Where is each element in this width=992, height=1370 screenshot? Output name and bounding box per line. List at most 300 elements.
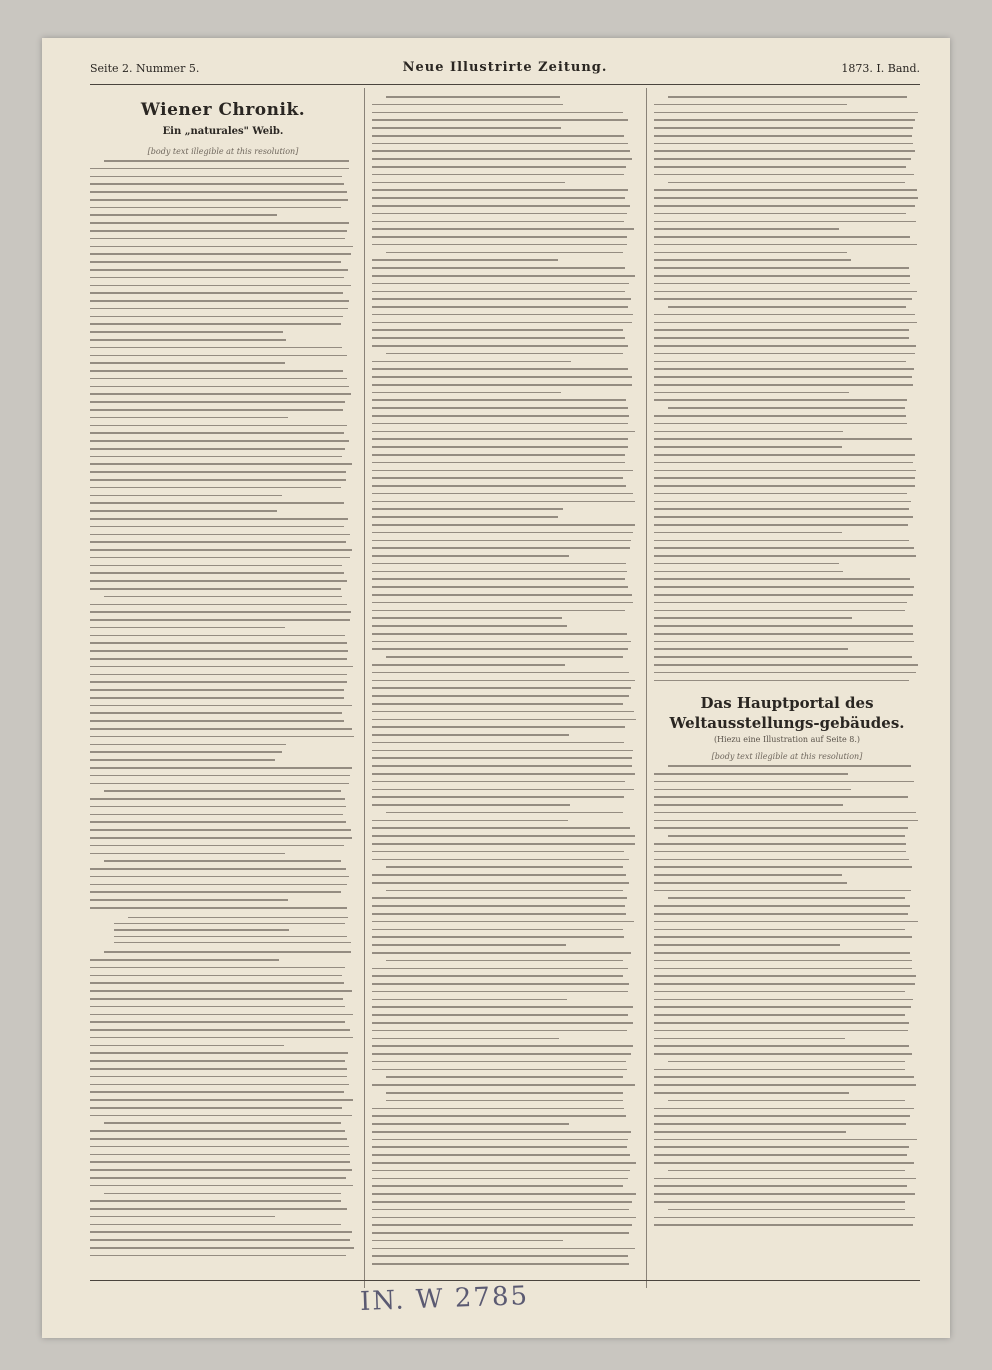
text-line bbox=[654, 851, 906, 853]
text-line bbox=[372, 563, 626, 565]
text-line bbox=[654, 1076, 914, 1078]
text-line bbox=[654, 221, 916, 223]
volume-label: 1873. I. Band. bbox=[841, 62, 920, 75]
text-line bbox=[654, 1201, 905, 1203]
article-subtitle: Ein „naturales" Weib. bbox=[162, 126, 284, 137]
text-line bbox=[90, 1060, 345, 1062]
text-line bbox=[668, 765, 911, 767]
text-line bbox=[90, 1006, 345, 1008]
text-line bbox=[654, 1092, 849, 1094]
text-line bbox=[114, 942, 351, 943]
text-line bbox=[372, 213, 627, 215]
newspaper-page bbox=[42, 38, 950, 1338]
text-line bbox=[372, 407, 628, 409]
text-line bbox=[90, 907, 347, 909]
text-line bbox=[90, 814, 343, 816]
text-line bbox=[654, 905, 910, 907]
text-line bbox=[654, 664, 918, 666]
text-line bbox=[654, 1108, 914, 1110]
text-line bbox=[654, 1115, 910, 1117]
text-line bbox=[668, 835, 905, 837]
text-line bbox=[372, 532, 633, 534]
text-line bbox=[372, 493, 633, 495]
text-line bbox=[668, 1100, 905, 1102]
text-line bbox=[90, 720, 344, 722]
text-line bbox=[654, 259, 851, 261]
page-header bbox=[90, 58, 920, 78]
text-line bbox=[90, 308, 348, 310]
text-line bbox=[654, 633, 913, 635]
illegible-note: [body text illegible at this resolution] bbox=[711, 752, 863, 762]
text-line bbox=[90, 1247, 354, 1249]
text-line bbox=[654, 205, 915, 207]
text-line bbox=[372, 913, 626, 915]
text-line bbox=[372, 236, 627, 238]
text-line bbox=[654, 158, 911, 160]
text-line bbox=[654, 773, 848, 775]
text-line bbox=[90, 1021, 345, 1023]
text-line bbox=[90, 191, 347, 193]
text-line bbox=[372, 1263, 629, 1265]
text-line bbox=[372, 781, 625, 783]
poem-block bbox=[114, 917, 356, 944]
text-line bbox=[90, 285, 351, 287]
text-line bbox=[668, 1170, 905, 1172]
text-line bbox=[372, 820, 568, 822]
text-line bbox=[654, 968, 912, 970]
text-line bbox=[654, 1131, 846, 1133]
text-line bbox=[372, 1108, 624, 1110]
text-line bbox=[654, 298, 912, 300]
text-line bbox=[90, 681, 347, 683]
text-line bbox=[654, 555, 916, 557]
text-line bbox=[372, 594, 632, 596]
text-line bbox=[654, 1038, 845, 1040]
text-line bbox=[372, 936, 624, 938]
text-line bbox=[90, 440, 349, 442]
text-line bbox=[90, 214, 277, 216]
text-line bbox=[654, 594, 913, 596]
text-line bbox=[90, 292, 343, 294]
text-line bbox=[372, 703, 623, 705]
text-line bbox=[372, 1084, 635, 1086]
text-line bbox=[372, 742, 624, 744]
text-line bbox=[654, 991, 905, 993]
text-line bbox=[372, 392, 561, 394]
text-line bbox=[90, 378, 347, 380]
text-line bbox=[654, 1069, 905, 1071]
text-line bbox=[654, 1154, 907, 1156]
text-line bbox=[654, 1014, 905, 1016]
text-line bbox=[668, 182, 905, 184]
text-line bbox=[654, 1123, 906, 1125]
text-line bbox=[90, 650, 348, 652]
text-line bbox=[90, 269, 348, 271]
text-line bbox=[654, 843, 906, 845]
text-line bbox=[654, 112, 918, 114]
text-line bbox=[654, 586, 914, 588]
text-line bbox=[90, 339, 286, 341]
text-line bbox=[90, 998, 343, 1000]
text-line bbox=[90, 176, 342, 178]
text-line bbox=[372, 221, 624, 223]
text-line bbox=[90, 207, 341, 209]
text-line bbox=[90, 876, 349, 878]
text-line bbox=[372, 882, 629, 884]
text-line bbox=[372, 415, 629, 417]
text-line bbox=[654, 866, 912, 868]
text-line bbox=[372, 874, 626, 876]
text-line bbox=[90, 300, 349, 302]
text-line bbox=[654, 578, 910, 580]
text-line bbox=[90, 393, 351, 395]
text-line bbox=[90, 1130, 345, 1132]
text-line bbox=[90, 1138, 347, 1140]
text-line bbox=[372, 968, 628, 970]
column-divider bbox=[364, 88, 365, 1288]
text-line bbox=[90, 619, 350, 621]
text-line bbox=[386, 1076, 623, 1078]
text-line bbox=[372, 695, 629, 697]
text-line bbox=[372, 291, 625, 293]
text-line bbox=[90, 1177, 346, 1179]
text-line bbox=[372, 166, 626, 168]
text-line bbox=[90, 1052, 348, 1054]
text-line bbox=[90, 370, 343, 372]
text-line bbox=[372, 1240, 563, 1242]
text-line bbox=[654, 827, 908, 829]
text-line bbox=[654, 166, 906, 168]
text-line bbox=[90, 1169, 352, 1171]
text-line bbox=[372, 150, 630, 152]
text-line bbox=[90, 323, 341, 325]
text-line bbox=[386, 960, 623, 962]
text-line bbox=[372, 322, 632, 324]
text-line bbox=[372, 1006, 633, 1008]
text-line bbox=[90, 712, 342, 714]
text-line bbox=[90, 479, 346, 481]
article-body bbox=[654, 96, 920, 681]
text-line bbox=[90, 666, 353, 668]
text-line bbox=[654, 1022, 909, 1024]
text-line bbox=[114, 923, 345, 924]
text-line bbox=[104, 1193, 341, 1195]
text-line bbox=[654, 1053, 912, 1055]
text-line bbox=[90, 347, 342, 349]
text-line bbox=[372, 602, 633, 604]
text-line bbox=[372, 470, 633, 472]
text-line bbox=[372, 555, 569, 557]
text-line bbox=[654, 345, 916, 347]
text-line bbox=[654, 602, 907, 604]
text-line bbox=[654, 820, 918, 822]
text-line bbox=[386, 96, 560, 98]
text-line bbox=[654, 812, 916, 814]
text-line bbox=[90, 821, 346, 823]
text-line bbox=[372, 477, 623, 479]
text-line bbox=[90, 853, 285, 855]
text-line bbox=[654, 929, 905, 931]
text-line bbox=[114, 929, 289, 930]
article-title: Das Hauptportal des Weltausstellungs-gebäudes. bbox=[669, 694, 905, 733]
text-line bbox=[372, 641, 631, 643]
text-line bbox=[654, 1185, 907, 1187]
text-line bbox=[372, 711, 634, 713]
text-line bbox=[654, 508, 909, 510]
text-line bbox=[90, 736, 354, 738]
text-line bbox=[90, 1185, 353, 1187]
text-line bbox=[654, 1139, 917, 1141]
text-line bbox=[372, 244, 627, 246]
text-line bbox=[90, 1224, 341, 1226]
text-line bbox=[372, 991, 628, 993]
text-line bbox=[372, 454, 625, 456]
text-line bbox=[654, 540, 909, 542]
text-line bbox=[654, 135, 912, 137]
text-line bbox=[372, 143, 628, 145]
text-line bbox=[90, 975, 342, 977]
text-line bbox=[372, 1217, 636, 1219]
text-line bbox=[90, 246, 353, 248]
text-line bbox=[90, 487, 341, 489]
text-line bbox=[654, 859, 909, 861]
text-line bbox=[654, 1193, 915, 1195]
text-line bbox=[372, 361, 571, 363]
text-line bbox=[654, 804, 843, 806]
text-line bbox=[654, 1178, 916, 1180]
text-line bbox=[654, 174, 914, 176]
text-line bbox=[654, 361, 906, 363]
text-line bbox=[372, 182, 565, 184]
text-line bbox=[372, 1061, 626, 1063]
text-line bbox=[372, 283, 629, 285]
text-line bbox=[372, 259, 558, 261]
text-line bbox=[654, 236, 910, 238]
text-line bbox=[668, 407, 905, 409]
text-line bbox=[372, 610, 625, 612]
text-line bbox=[654, 571, 843, 573]
text-line bbox=[372, 1178, 628, 1180]
text-line bbox=[654, 936, 912, 938]
text-line bbox=[372, 135, 624, 137]
text-line bbox=[90, 1115, 352, 1117]
text-line bbox=[372, 384, 632, 386]
text-line bbox=[386, 812, 623, 814]
text-line bbox=[90, 456, 342, 458]
article-body bbox=[372, 96, 638, 1265]
header-rule bbox=[90, 84, 920, 85]
text-line bbox=[654, 999, 913, 1001]
text-line bbox=[372, 625, 567, 627]
text-line bbox=[654, 1006, 911, 1008]
text-line bbox=[372, 921, 634, 923]
text-line bbox=[386, 656, 623, 658]
text-line bbox=[386, 890, 623, 892]
text-line bbox=[372, 275, 635, 277]
text-line bbox=[372, 719, 636, 721]
text-line bbox=[654, 423, 907, 425]
text-line bbox=[372, 1131, 631, 1133]
text-line bbox=[90, 1154, 350, 1156]
text-line bbox=[654, 329, 909, 331]
text-line bbox=[90, 495, 282, 497]
text-line bbox=[668, 96, 907, 98]
text-line bbox=[386, 866, 623, 868]
text-line bbox=[372, 617, 562, 619]
text-line bbox=[90, 409, 343, 411]
text-line bbox=[654, 532, 842, 534]
text-line bbox=[90, 1216, 275, 1218]
text-line bbox=[90, 1045, 284, 1047]
text-line bbox=[90, 798, 345, 800]
text-line bbox=[372, 905, 625, 907]
text-line bbox=[372, 127, 561, 129]
text-line bbox=[654, 314, 915, 316]
text-line bbox=[654, 796, 908, 798]
text-line bbox=[654, 399, 907, 401]
text-line bbox=[372, 119, 628, 121]
text-line bbox=[372, 547, 630, 549]
text-line bbox=[654, 322, 917, 324]
text-line bbox=[90, 635, 345, 637]
text-line bbox=[90, 767, 352, 769]
text-line bbox=[372, 524, 635, 526]
text-line bbox=[372, 999, 567, 1001]
handwritten-inventory-number: IN. W 2785 bbox=[359, 1281, 530, 1317]
text-line bbox=[372, 329, 623, 331]
text-line bbox=[654, 337, 909, 339]
text-line bbox=[104, 1122, 341, 1124]
text-line bbox=[90, 417, 288, 419]
text-line bbox=[90, 448, 345, 450]
text-line bbox=[654, 446, 842, 448]
text-line bbox=[372, 431, 635, 433]
text-line bbox=[372, 1248, 635, 1250]
text-line bbox=[372, 1209, 629, 1211]
text-line bbox=[372, 750, 633, 752]
text-line bbox=[654, 244, 917, 246]
text-line bbox=[90, 642, 347, 644]
text-line bbox=[90, 238, 345, 240]
text-line bbox=[372, 189, 628, 191]
text-line bbox=[90, 183, 344, 185]
text-line bbox=[654, 454, 915, 456]
article-body bbox=[90, 160, 356, 909]
text-line bbox=[90, 541, 346, 543]
text-line bbox=[90, 362, 285, 364]
text-line bbox=[372, 298, 631, 300]
text-line bbox=[90, 401, 345, 403]
footer-rule bbox=[90, 1280, 920, 1281]
column-2 bbox=[372, 96, 638, 1271]
text-line bbox=[654, 376, 912, 378]
text-line bbox=[386, 1100, 623, 1102]
section-title: Wiener Chronik. bbox=[140, 100, 306, 120]
article-note: (Hiezu eine Illustration auf Seite 8.) bbox=[713, 735, 861, 745]
text-line bbox=[90, 1029, 350, 1031]
text-line bbox=[668, 897, 905, 899]
text-line bbox=[654, 1217, 915, 1219]
text-line bbox=[90, 627, 285, 629]
text-line bbox=[90, 534, 350, 536]
text-line bbox=[654, 127, 913, 129]
text-line bbox=[104, 790, 341, 792]
text-line bbox=[372, 687, 631, 689]
text-line bbox=[654, 150, 915, 152]
text-line bbox=[372, 835, 635, 837]
text-line bbox=[668, 1209, 905, 1211]
text-line bbox=[654, 1045, 909, 1047]
text-line bbox=[90, 658, 347, 660]
text-line bbox=[90, 1091, 344, 1093]
text-line bbox=[90, 557, 350, 559]
text-line bbox=[372, 337, 625, 339]
text-line bbox=[654, 617, 852, 619]
text-line bbox=[90, 277, 344, 279]
text-line bbox=[90, 884, 347, 886]
text-line bbox=[372, 1115, 626, 1117]
text-line bbox=[654, 1224, 913, 1226]
illegible-note: [body text illegible at this resolution] bbox=[147, 147, 299, 156]
text-line bbox=[654, 890, 911, 892]
text-line bbox=[372, 399, 626, 401]
text-line bbox=[654, 384, 913, 386]
text-line bbox=[90, 829, 351, 831]
text-line bbox=[386, 1092, 623, 1094]
page-number: Seite 2. Nummer 5. bbox=[90, 62, 200, 75]
text-line bbox=[90, 1231, 352, 1233]
text-line bbox=[654, 913, 908, 915]
text-line bbox=[90, 386, 349, 388]
text-line bbox=[128, 917, 348, 918]
text-line bbox=[372, 516, 558, 518]
text-line bbox=[654, 267, 909, 269]
text-line bbox=[372, 540, 631, 542]
text-line bbox=[90, 1014, 353, 1016]
text-line bbox=[90, 1239, 350, 1241]
text-line bbox=[654, 197, 918, 199]
text-line bbox=[104, 596, 342, 598]
column-1 bbox=[90, 96, 356, 1263]
text-line bbox=[372, 368, 628, 370]
text-line bbox=[104, 951, 351, 953]
newspaper-title: Neue Illustrirte Zeitung. bbox=[402, 60, 608, 75]
text-line bbox=[372, 306, 628, 308]
text-line bbox=[90, 990, 352, 992]
text-line bbox=[372, 1038, 559, 1040]
text-line bbox=[372, 1069, 627, 1071]
text-line bbox=[372, 734, 569, 736]
text-line bbox=[90, 261, 341, 263]
text-line bbox=[372, 501, 635, 503]
text-line bbox=[372, 1030, 627, 1032]
text-line bbox=[372, 1014, 628, 1016]
text-line bbox=[372, 944, 566, 946]
text-line bbox=[90, 674, 347, 676]
text-line bbox=[372, 197, 625, 199]
article-body bbox=[90, 951, 356, 1256]
text-line bbox=[386, 353, 623, 355]
text-line bbox=[90, 845, 344, 847]
text-line bbox=[654, 960, 912, 962]
text-line bbox=[654, 975, 916, 977]
text-line bbox=[654, 415, 906, 417]
text-line bbox=[90, 982, 344, 984]
text-line bbox=[654, 493, 907, 495]
text-line bbox=[654, 438, 912, 440]
text-line bbox=[372, 174, 624, 176]
text-line bbox=[654, 672, 916, 674]
